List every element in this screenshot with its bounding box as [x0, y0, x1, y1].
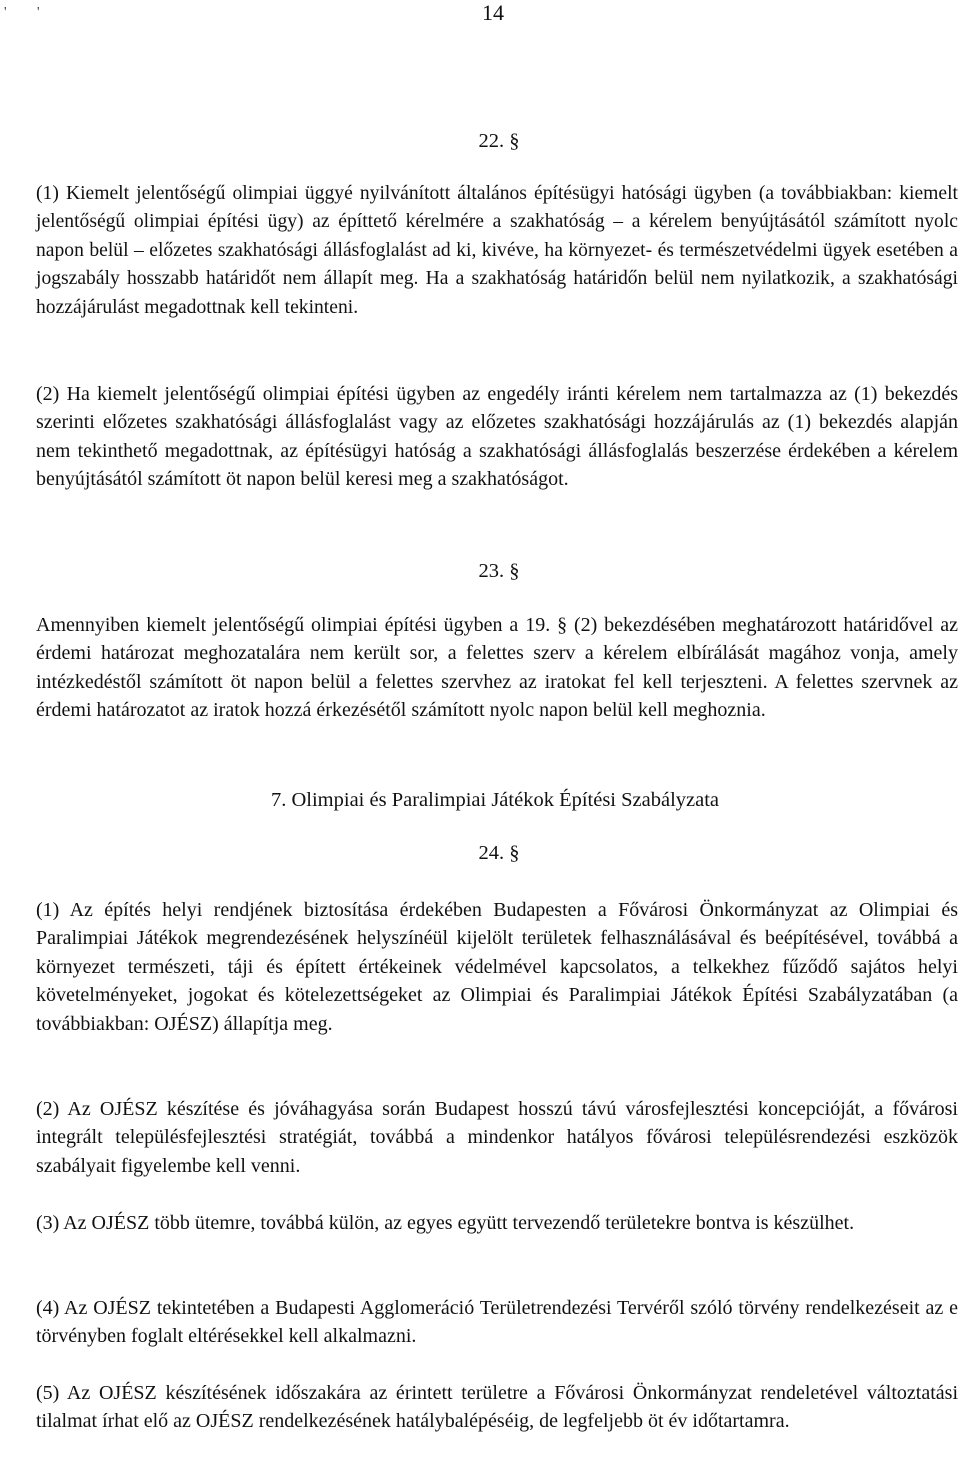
paragraph: Amennyiben kiemelt jelentőségű olimpiai építési ügyben a 19. § (2) bekezdésében meghatározott határidővel az érdemi határozat meghozatalára nem került sor, a felettes szerv a kérelem elbírálását magához vonja, amely intézkedéstől számított öt napon belül a felettes szervhez az iratokat fel kell terjeszteni. A felettes szervnek az érdemi határozatot az iratok hozzá érkezésétől számított nyolc napon belül kell meghoznia. — [36, 614, 958, 722]
section-heading-23: 23. § — [478, 560, 520, 582]
paragraph: (4) Az OJÉSZ tekintetében a Budapesti Agglomeráció Területrendezési Tervéről szóló törvény rendelkezéseit az e törvényben foglalt eltérésekkel kell alkalmazni. — [36, 1297, 958, 1348]
paragraph: (3) Az OJÉSZ több ütemre, továbbá külön, az egyes együtt tervezendő területekre bontva is készülhet. — [36, 1212, 855, 1234]
section-heading-22: 22. § — [478, 130, 520, 152]
page-number: 14 — [482, 0, 504, 25]
paragraph: (1) Kiemelt jelentőségű olimpiai üggyé nyilvánított általános építésügyi hatósági ügyben (a továbbiakban: kiemelt jelentőségű olimpiai építési ügy) az építtető kérelmére a szakhatóság – a kérelem benyújtásától számított nyolc napon belül – előzetes szakhatósági állásfoglalást ad ki, kivéve, ha környezet- és természetvédelmi ügyek esetében a jogszabály hosszabb határidőt nem állapít meg. Ha a szakhatóság határidőn belül nem nyilatkozik, a szakhatósági hozzájárulást megadottnak kell tekinteni. — [36, 183, 958, 318]
paragraph: (2) Az OJÉSZ készítése és jóváhagyása során Budapest hosszú távú városfejlesztési koncepcióját, a fővárosi integrált településfejlesztési stratégiát, továbbá a mindenkor hatályos fővárosi településrendezési eszközök szabályait figyelembe kell venni. — [36, 1098, 958, 1177]
paragraph: (1) Az építés helyi rendjének biztosítása érdekében Budapesten a Fővárosi Önkormányzat az Olimpiai és Paralimpiai Játékok megrendezésének helyszínéül kijelölt területek felhasználásával és beépítésével, továbbá a környezet természeti, táji és épített értékeinek védelmével kapcsolatos, a telkekhez fűződő sajátos helyi követelményeket, jogokat és kötelezettségeket az Olimpiai és Paralimpiai Játékok Építési Szabályzatában (a továbbiakban: OJÉSZ) állapítja meg. — [36, 899, 958, 1035]
paragraph: (2) Ha kiemelt jelentőségű olimpiai építési ügyben az engedély iránti kérelem nem tartalmazza az (1) bekezdés szerinti előzetes szakhatósági állásfoglalást vagy az előzetes szakhatósági hozzájárulás az (1) bekezdés alapján nem tekinthető megadottnak, az építésügyi hatóság a szakhatósági állásfoglalás beszerzése érdekében a kérelem benyújtásától számított öt napon belül keresi meg a szakhatóságot. — [36, 383, 958, 491]
chapter-title: 7. Olimpiai és Paralimpiai Játékok Építési Szabályzata — [270, 789, 720, 811]
paragraph: (5) Az OJÉSZ készítésének időszakára az érintett területre a Fővárosi Önkormányzat rendeletével változtatási tilalmat írhat elő az OJÉSZ rendelkezésének hatálybalépéséig, de legfeljebb öt év időtartamra. — [36, 1382, 958, 1433]
scan-mark: ' — [37, 5, 40, 20]
section-heading-24: 24. § — [478, 842, 520, 864]
scan-mark: ' — [4, 5, 7, 20]
